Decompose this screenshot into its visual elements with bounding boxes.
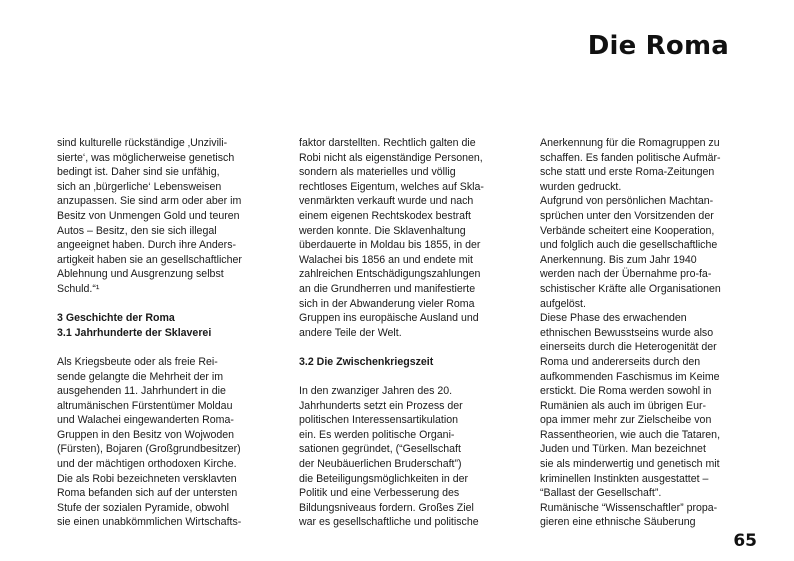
text-line: Robi nicht als eigenständige Personen, — [299, 151, 483, 164]
text-column-1 — [57, 136, 242, 530]
text-line: Diese Phase des erwachenden — [540, 312, 687, 325]
text-line: ein. Es werden politische Organi- — [299, 428, 455, 441]
text-line: an die Grundherren und manifestierte — [299, 282, 476, 295]
text-line: Anerkennung. Bis zum Jahr 1940 — [540, 253, 697, 266]
text-line: Besitz von Unmengen Gold und teuren — [57, 209, 240, 222]
text-line: politischen Interessensartikulation — [299, 414, 458, 427]
section-heading: 3.1 Jahrhunderte der Sklaverei — [57, 326, 212, 339]
text-line: sie als minderwertig und genetisch mit — [540, 458, 720, 471]
text-line: überdauerte in Moldau bis 1855, in der — [299, 239, 481, 252]
paragraph-spacer — [299, 370, 484, 385]
text-line: Aufgrund von persönlichen Machtan- — [540, 195, 714, 208]
text-line: angeeignet haben. Durch ihre Anders- — [57, 239, 237, 252]
page-number: 65 — [733, 531, 757, 551]
text-line: Die als Robi bezeichneten versklavten — [57, 472, 237, 485]
text-line: andere Teile der Welt. — [299, 326, 402, 339]
text-line: Ablehnung und Ausgrenzung selbst — [57, 268, 224, 281]
text-line: schaffen. Es fanden politische Aufmär- — [540, 151, 721, 164]
text-line: sich in der Abwanderung vieler Roma — [299, 297, 475, 310]
text-line: Rumänien als auch im übrigen Eur- — [540, 399, 707, 412]
text-line: ethnischen Bewusstseins wurde also — [540, 326, 714, 339]
text-line: faktor darstellten. Rechtlich galten die — [299, 137, 476, 149]
text-line: wurden gedruckt. — [540, 180, 622, 193]
text-line: Verbände scheitert eine Kooperation, — [540, 224, 715, 237]
text-line: werden nach der Übernahme pro-fa- — [540, 268, 712, 281]
text-line: Gruppen in den Besitz von Wojwoden — [57, 428, 235, 441]
text-line: Roma und andererseits durch den — [540, 355, 701, 368]
text-line: sche statt und erste Roma-Zeitungen — [540, 166, 715, 179]
text-line: Jahrhunderts setzt ein Prozess der — [299, 399, 463, 412]
text-line: Roma befanden sich auf der untersten — [57, 487, 238, 500]
text-line: anzupassen. Sie sind arm oder aber im — [57, 195, 242, 208]
section-heading: 3 Geschichte der Roma — [57, 312, 175, 325]
text-line: “Ballast der Gesellschaft”. — [540, 487, 662, 500]
paragraph-spacer — [299, 340, 484, 355]
text-line: sich an ‚bürgerliche‘ Lebensweisen — [57, 180, 222, 193]
text-line: bedingt ist. Daher sind sie unfähig, — [57, 166, 220, 179]
text-line: opa immer mehr zur Zielscheibe von — [540, 414, 712, 427]
text-line: ausgehenden 11. Jahrhundert in die — [57, 385, 226, 398]
text-line: altrumänischen Fürstentümer Moldau — [57, 399, 233, 412]
paragraph-spacer — [57, 340, 242, 355]
text-line: aufkommenden Faschismus im Keime — [540, 370, 720, 383]
text-line: Juden und Türken. Man bezeichnet — [540, 443, 706, 456]
text-line: und folglich auch die gesellschaftliche — [540, 239, 718, 252]
text-line: erstickt. Die Roma werden sowohl in — [540, 385, 712, 398]
text-line: artigkeit haben sie an gesellschaftlicher — [57, 253, 242, 266]
text-line: Als Kriegsbeute oder als freie Rei- — [57, 355, 218, 368]
text-line: gieren eine ethnische Säuberung — [540, 516, 696, 529]
paragraph-spacer — [57, 297, 242, 312]
text-line: sende gelangte die Mehrheit der im — [57, 370, 224, 383]
text-line: Schuld.“¹ — [57, 282, 100, 295]
text-line: sprüchen unter den Vorsitzenden der — [540, 209, 714, 222]
text-column-3 — [540, 136, 721, 530]
text-line: Gruppen ins europäische Ausland und — [299, 312, 479, 325]
text-line: schistischer Kräfte alle Organisationen — [540, 282, 721, 295]
text-line: zahlreichen Entschädigungszahlungen — [299, 268, 481, 281]
text-line: werden konnte. Die Sklavenhaltung — [299, 224, 466, 237]
text-line: die Beteiligungsmöglichkeiten in der — [299, 472, 469, 485]
text-line: Stufe der sozialen Pyramide, obwohl — [57, 501, 229, 514]
text-line: aufgelöst. — [540, 297, 586, 310]
text-line: Rumänische “Wissenschaftler” propa- — [540, 501, 718, 514]
text-line: venmärkten verkauft wurde und nach — [299, 195, 474, 208]
text-line: In den zwanziger Jahren des 20. — [299, 385, 453, 398]
text-line: sationen gegründet, (“Gesellschaft — [299, 443, 461, 456]
text-line: Anerkennung für die Romagruppen zu — [540, 137, 720, 149]
text-line: sie einen unabkömmlichen Wirtschafts- — [57, 516, 242, 529]
text-column-2 — [299, 136, 484, 530]
text-line: und Walachei eingewanderten Roma- — [57, 414, 234, 427]
text-line: Bildungsniveaus fordern. Großes Ziel — [299, 501, 474, 514]
text-line: Autos – Besitz, den sie sich illegal — [57, 224, 217, 237]
text-line: einerseits durch die Heterogenität der — [540, 341, 717, 354]
text-line: Rassentheorien, wie auch die Tataren, — [540, 428, 721, 441]
text-line: einem eigenen Rechtskodex bestraft — [299, 209, 471, 222]
text-line: (Fürsten), Bojaren (Großgrundbesitzer) — [57, 443, 241, 456]
section-heading: 3.2 Die Zwischenkriegszeit — [299, 355, 434, 368]
page-title: Die Roma — [587, 31, 729, 61]
text-line: und der mächtigen orthodoxen Kirche. — [57, 458, 237, 471]
text-line: sondern als materielles und völlig — [299, 166, 456, 179]
text-line: sierte‘, was möglicherweise genetisch — [57, 151, 235, 164]
text-line: war es gesellschaftliche und politische — [299, 516, 479, 529]
text-line: Politik und eine Verbesserung des — [299, 487, 460, 500]
text-line: sind kulturelle rückständige ‚Unzivili- — [57, 137, 228, 149]
text-line: Walachei bis 1856 an und endete mit — [299, 253, 473, 266]
text-line: kriminellen Instinkten ausgestattet – — [540, 472, 709, 485]
text-line: der Neubäuerlichen Bruderschaft”) — [299, 458, 462, 471]
text-line: rechtloses Eigentum, welches auf Skla- — [299, 180, 484, 193]
